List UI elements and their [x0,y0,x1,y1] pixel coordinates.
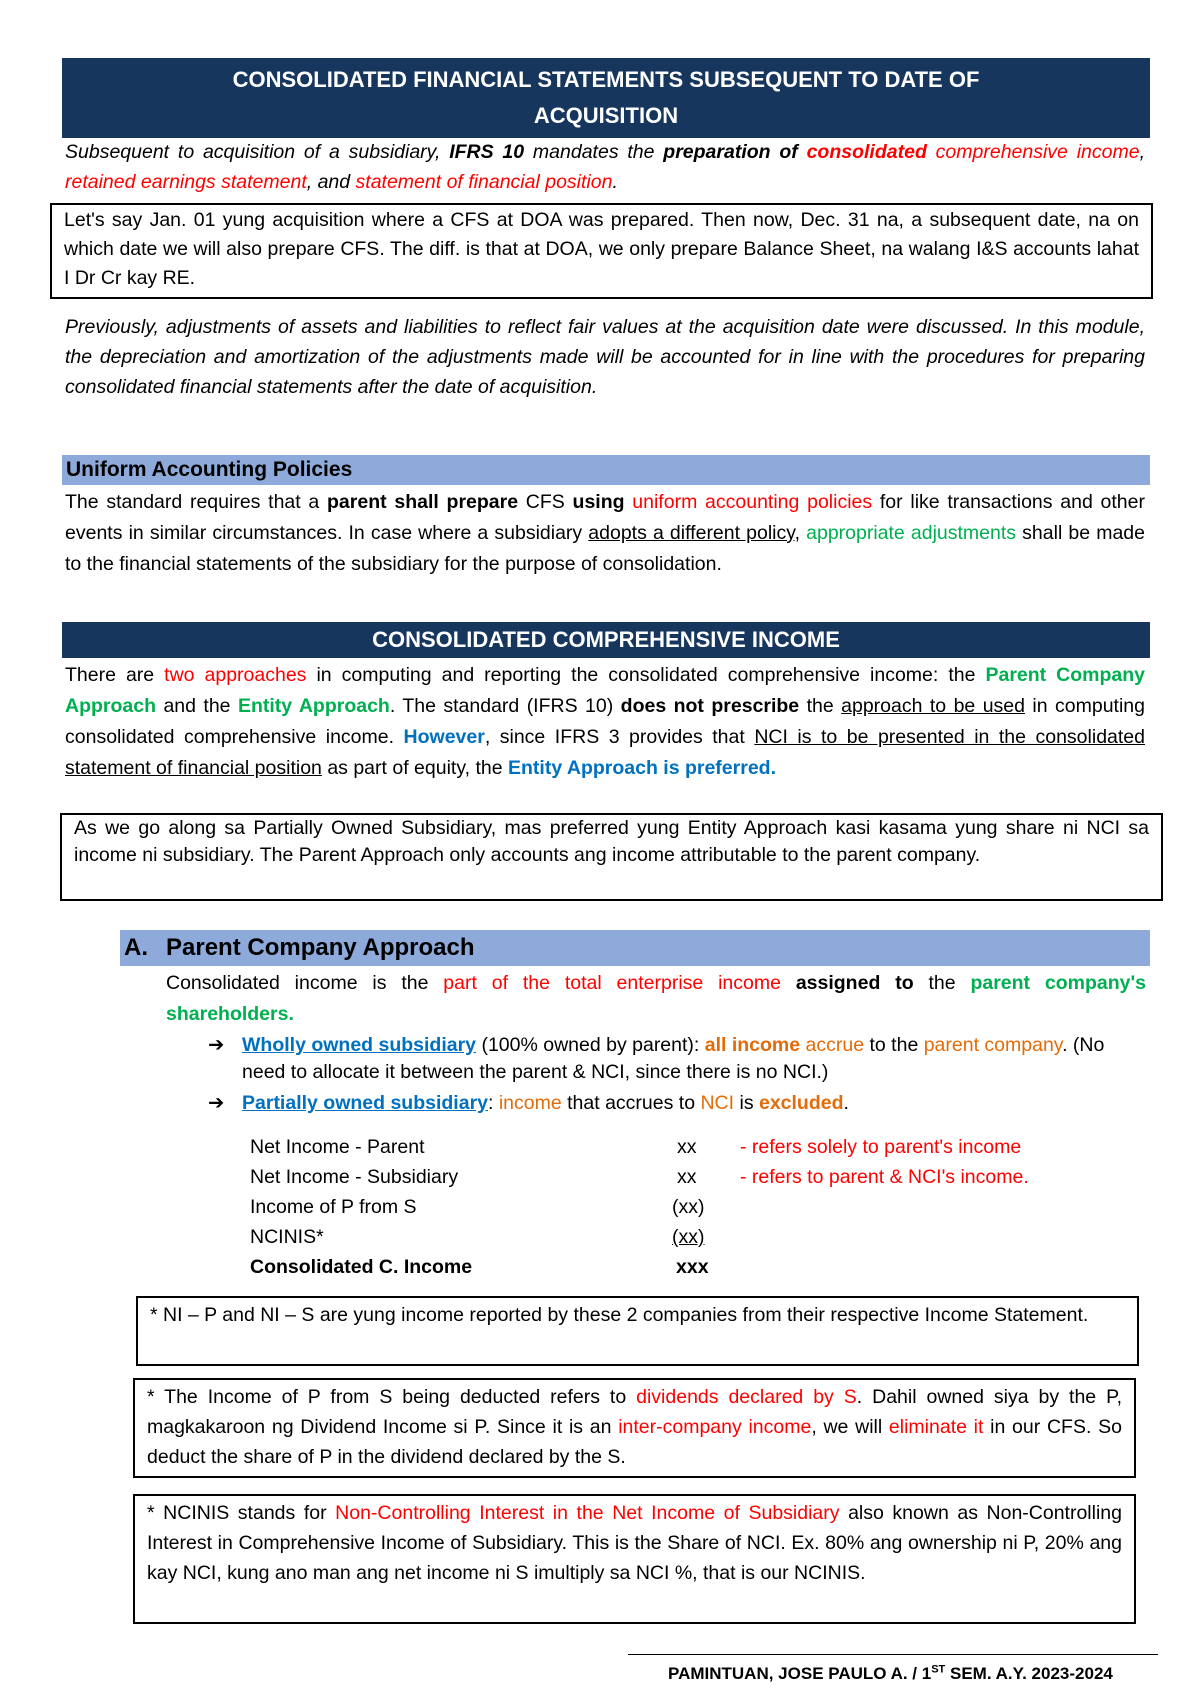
note-box-ncinis: * NCINIS stands for Non-Controlling Interest in the Net Income of Subsidiary also known as Non-Controlling Interest in Comprehensive Income of Subsidiary. This is the Share of NCI. Ex. 80% ang ownership ni P, 20% ang kay NCI, kung ano man ang net income ni S imultiply sa NCI %, that is our NCINIS. [133,1494,1136,1624]
section-letter: A. [124,934,148,961]
calc-label: Income of P from S [250,1196,417,1218]
uniform-policies-heading: Uniform Accounting Policies [62,455,1150,485]
footer-rule [628,1654,1158,1655]
note-box-entity-approach [60,813,1163,901]
arrow-icon: ➔ [208,1034,225,1056]
calc-note: - refers solely to parent's income [740,1136,1022,1158]
parent-approach-definition: Consolidated income is the part of the total enterprise income assigned to the parent company's shareholders. [166,972,1146,1025]
note-ni-text: * NI – P and NI – S are yung income reported by these 2 companies from their respective Income Statement. [150,1304,1089,1326]
parent-approach-heading [120,930,1150,966]
arrow-icon: ➔ [208,1092,225,1114]
uniform-policies-paragraph: The standard requires that a parent shall prepare CFS using uniform accounting policies for like transactions and other events in similar circumstances. In case where a subsidiary adopts a different policy, appropriate adjustments shall be made to the financial statements of the subsidiary for the purpose of consolidation. [65,491,1145,575]
partially-owned-item: ➔ Partially owned subsidiary: income that accrues to NCI is excluded. [208,1090,1148,1117]
calc-label: Net Income - Parent [250,1136,425,1158]
note-doa-text: Let's say Jan. 01 yung acquisition where a CFS at DOA was prepared. Then now, Dec. 31 na, a subsequent date, na on which date we will also prepare CFS. The diff. is that at DOA, we only prepare Balance Sheet, na walang I&S accounts lahat I Dr Cr kay RE. [64,209,1139,289]
previously-paragraph: Previously, adjustments of assets and liabilities to reflect fair values at the acquisition date were discussed. In this module, the depreciation and amortization of the adjustments made will be accounted for in line with the procedures for preparing consolidated financial statements after the date of acquisition. [65,316,1145,398]
title-banner [62,58,1150,138]
calc-total-label: Consolidated C. Income [250,1256,473,1278]
title-line-2: ACQUISITION [533,103,679,128]
calc-value: xx [677,1166,697,1188]
calc-value: (xx) [672,1226,705,1248]
footer-author: PAMINTUAN, JOSE PAULO A. / 1ST SEM. A.Y. 2023-2024 [668,1663,1113,1683]
note-box-doa [50,203,1153,299]
section-title: Parent Company Approach [166,934,475,961]
calc-label: Net Income - Subsidiary [250,1166,459,1188]
calc-note: - refers to parent & NCI's income. [740,1166,1029,1188]
title-line-1: CONSOLIDATED FINANCIAL STATEMENTS SUBSEQUENT TO DATE OF [232,67,980,92]
calc-total-value: xxx [676,1256,709,1278]
intro-paragraph: Subsequent to acquisition of a subsidiary, IFRS 10 mandates the preparation of consolidated comprehensive income, retained earnings statement, and statement of financial position. [65,141,1145,193]
calc-value: xx [677,1136,697,1158]
cci-banner: CONSOLIDATED COMPREHENSIVE INCOME [62,622,1150,658]
note-entity-text: As we go along sa Partially Owned Subsidiary, mas preferred yung Entity Approach kasi kasama yung share ni NCI sa income ni subsidiary. The Parent Approach only accounts ang income attributable to the parent company. [74,817,1149,866]
note-box-ni [136,1296,1139,1366]
calculation-block [0,1132,1200,1292]
calc-label: NCINIS* [250,1226,324,1248]
wholly-owned-item: ➔ Wholly owned subsidiary (100% owned by parent): all income accrue to the parent company. (No need to allocate it between the parent & NCI, since there is no NCI.) [208,1032,1148,1086]
calc-value: (xx) [672,1196,705,1218]
approaches-paragraph: There are two approaches in computing and reporting the consolidated comprehensive income: the Parent Company Approach and the Entity Approach. The standard (IFRS 10) does not prescribe the approach to be used in computing consolidated comprehensive income. However, since IFRS 3 provides that NCI is to be presented in the consolidated statement of financial position as part of equity, the Entity Approach is preferred. [65,664,1146,779]
note-box-dividends: * The Income of P from S being deducted refers to dividends declared by S. Dahil owned siya by the P, magkakaroon ng Dividend Income si P. Since it is an inter-company income, we will eliminate it in our CFS. So deduct the share of P in the dividend declared by the S. [133,1378,1136,1478]
